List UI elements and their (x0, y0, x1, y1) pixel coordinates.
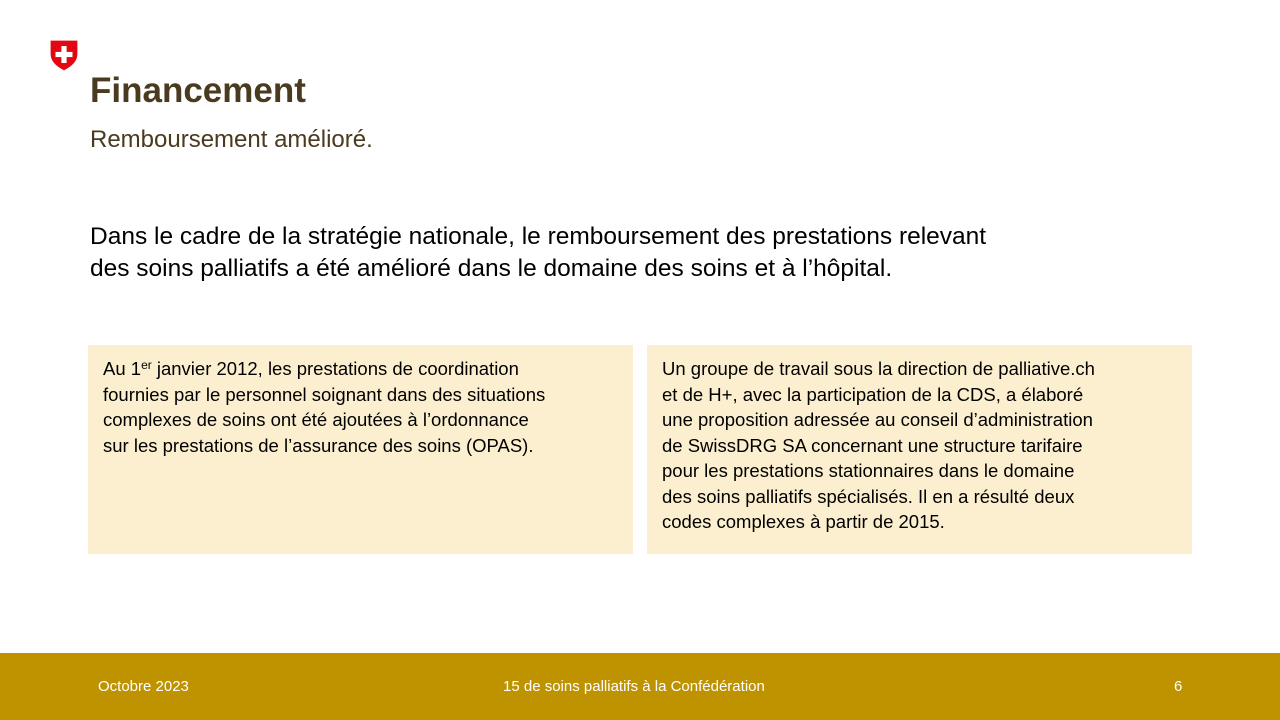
info-line: sur les prestations de l’assurance des soins (OPAS). (103, 434, 534, 456)
footer-title: 15 de soins palliatifs à la Confédération (503, 678, 765, 695)
intro-line: des soins palliatifs a été amélioré dans le domaine des soins et à l’hôpital. (90, 255, 893, 282)
info-line: pour les prestations stationnaires dans le domaine (662, 460, 1075, 481)
ordinal-superscript: er (141, 358, 152, 372)
page-subtitle: Remboursement amélioré. (90, 126, 373, 153)
intro-text (90, 221, 1090, 285)
swiss-coat-of-arms-icon (49, 39, 79, 72)
info-line: complexes de soins ont été ajoutées à l’ordonnance (103, 409, 529, 430)
info-line: des soins palliatifs spécialisés. Il en a résulté deux (662, 485, 1075, 507)
date-prefix: Au 1 (103, 358, 142, 379)
info-line: une proposition adressée au conseil d’administration (662, 409, 1093, 430)
info-box-swissdrg (647, 345, 1192, 554)
info-line: Un groupe de travail sous la direction de palliative.ch (662, 358, 1095, 379)
info-line: fournies par le personnel soignant dans des situations (103, 383, 546, 405)
footer-date: Octobre 2023 (98, 678, 189, 695)
footer-bar (0, 653, 1280, 720)
date-suffix: janvier 2012, les prestations de coordination (151, 358, 519, 379)
info-line: de SwissDRG SA concernant une structure tarifaire (662, 434, 1083, 456)
intro-line: Dans le cadre de la stratégie nationale, le remboursement des prestations relevant (90, 223, 987, 250)
page-number: 6 (1174, 678, 1183, 695)
info-line: et de H+, avec la participation de la CDS, a élaboré (662, 383, 1084, 405)
info-box-opas (88, 345, 633, 554)
info-line: codes complexes à partir de 2015. (662, 511, 945, 532)
info-line (103, 356, 619, 382)
page-title: Financement (90, 71, 306, 110)
